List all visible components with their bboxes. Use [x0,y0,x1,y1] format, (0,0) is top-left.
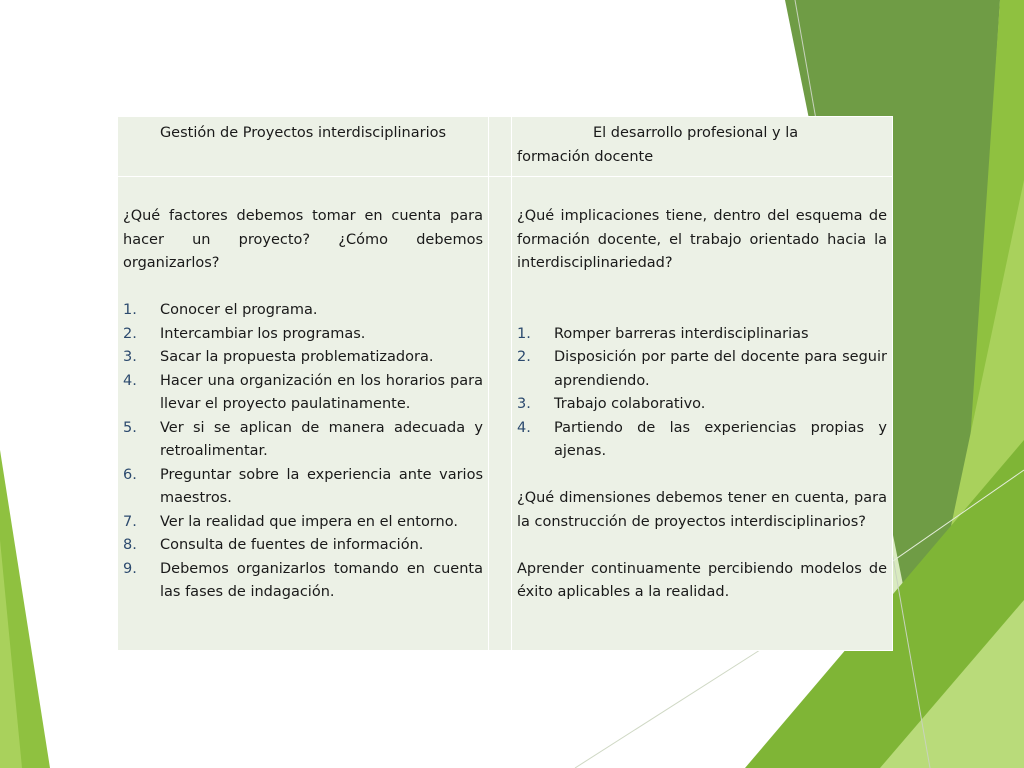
list-item [123,346,483,370]
list-item [517,393,887,417]
list-item [123,464,483,511]
list-text: Partiendo de las experiencias propias y ajenas. [554,419,887,459]
spacer-cell [489,117,512,177]
table-body-row [118,177,893,651]
list-number: 8. [123,537,137,553]
list-text: Trabajo colaborativo. [554,396,706,412]
list-text: Sacar la propuesta problematizadora. [160,349,434,365]
thin-line-2 [575,650,760,768]
list-item [517,417,887,464]
list-number: 9. [123,560,137,577]
list-number: 1. [123,302,137,318]
list-number: 1. [517,325,531,342]
list-text: Romper barreras interdisciplinarias [554,325,809,342]
list-text: Ver la realidad que impera en el entorno. [160,513,458,530]
right-body-cell [512,177,893,651]
spacer-cell [489,177,512,651]
header-right-cell [512,117,893,177]
list-text: Disposición por parte del docente para seguir aprendiendo. [554,349,887,389]
right-answer: Aprender continuamente percibiendo modelos de éxito aplicables a la realidad. [517,560,887,600]
left-question: ¿Qué factores debemos tomar en cuenta para hacer un proyecto? ¿Cómo debemos organizarlos? [123,208,483,271]
list-item [123,558,483,605]
list-item [123,323,483,347]
list-text: Intercambiar los programas. [160,325,366,342]
header-left-cell [118,117,489,177]
list-number: 6. [123,466,137,483]
list-item [517,346,887,393]
right-list [517,323,887,464]
header-left-title: Gestión de Proyectos interdisciplinarios [159,125,447,141]
list-number: 3. [517,396,531,412]
list-number: 4. [517,419,531,436]
list-text: Preguntar sobre la experiencia ante varios maestros. [160,466,483,506]
list-text: Hacer una organización en los horarios para llevar el proyecto paulatinamente. [160,372,483,412]
list-item [123,417,483,464]
list-text: Debemos organizarlos tomando en cuenta las fases de indagación. [160,560,483,600]
list-text: Consulta de fuentes de información. [160,537,424,553]
list-item [123,299,483,323]
list-number: 3. [123,349,137,365]
comparison-table [117,116,893,651]
list-number: 2. [123,325,137,342]
list-number: 4. [123,372,137,389]
list-number: 7. [123,513,137,530]
list-item [123,370,483,417]
list-number: 2. [517,349,531,365]
right-question-2: ¿Qué dimensiones debemos tener en cuenta, para la construcción de proyectos interdisciplinarios? [517,490,887,530]
list-number: 5. [123,419,137,436]
list-item [123,534,483,558]
table-header-row [118,117,893,177]
list-item [123,511,483,535]
list-item [517,323,887,347]
header-right-line2: formación docente [517,148,654,165]
left-list [123,299,483,605]
right-question: ¿Qué implicaciones tiene, dentro del esquema de formación docente, el trabajo orientado hacia la interdisciplinariedad? [517,208,887,271]
list-text: Ver si se aplican de manera adecuada y retroalimentar. [160,419,483,459]
header-right-line1: El desarrollo profesional y la [593,125,799,141]
list-text: Conocer el programa. [160,302,318,318]
left-body-cell [118,177,489,651]
